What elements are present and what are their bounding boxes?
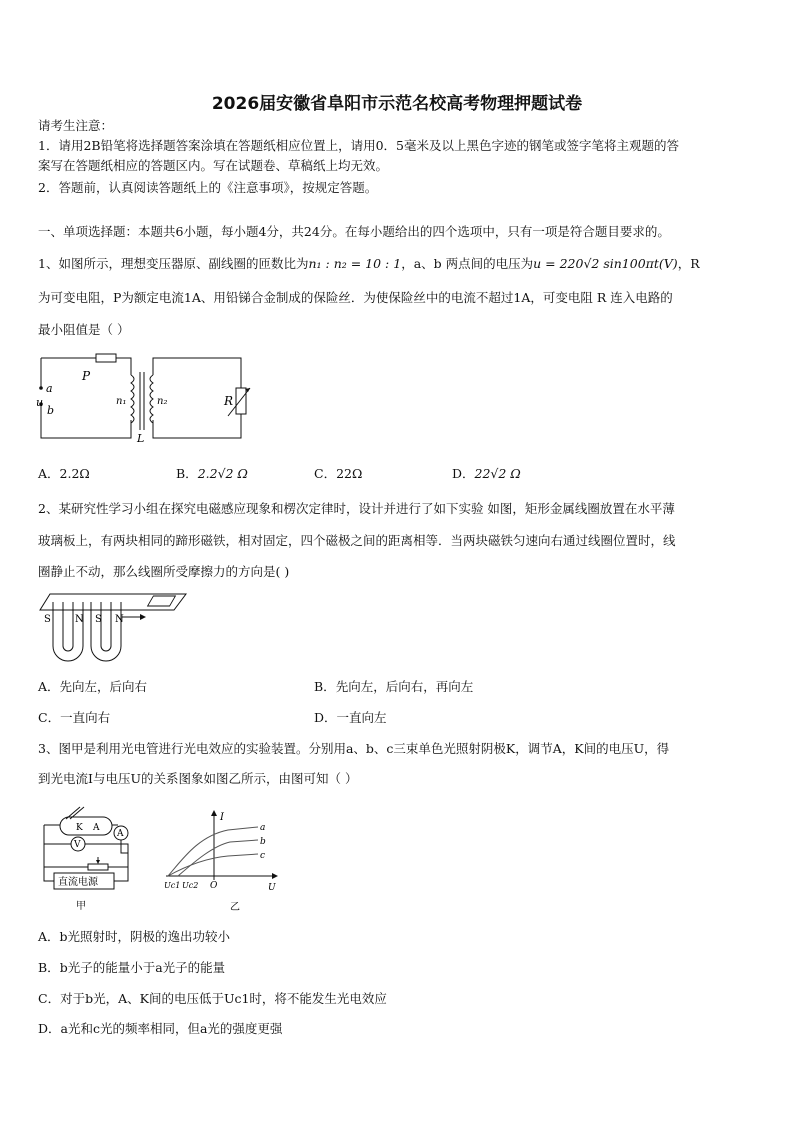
pole-label-s1: S: [44, 614, 51, 625]
option-letter: B．: [38, 960, 60, 975]
q3-option-d[interactable]: [38, 1019, 282, 1037]
graph-label-o: O: [210, 881, 218, 891]
notice-item-1b: 案写在答题纸相应的答题区内。写在试题卷、草稿纸上均无效。: [38, 158, 389, 173]
notice-item-1a: 1．请用2B铅笔将选择题答案涂填在答题纸相应位置上，请用0．5毫米及以上黑色字迹的钢笔或签字笔将主观题的答: [38, 138, 679, 153]
q1-option-d[interactable]: [452, 464, 521, 482]
q3-line-2: 到光电流I与电压U的关系图象如图乙所示，由图可知（ ）: [38, 771, 358, 786]
option-text: 先向左，后向右: [59, 679, 148, 694]
option-text: 2.2Ω: [59, 466, 90, 481]
q3-phototube-circuit: [38, 805, 134, 913]
q1-line-1: [38, 256, 700, 272]
notice-item-2: 2．答题前，认真阅读答题纸上的《注意事项》，按规定答题。: [38, 180, 378, 195]
option-letter: B．: [176, 466, 198, 481]
option-letter: A．: [38, 466, 60, 481]
option-letter: D．: [38, 1021, 61, 1036]
q3-iu-graph: [162, 810, 280, 914]
q2-line-3: 圈静止不动，那么线圈所受摩擦力的方向是( ): [38, 564, 290, 579]
q1-ratio: n₁ : n₂ = 10 : 1: [308, 256, 402, 271]
q1-text-a: 1、如图所示，理想变压器原、副线圈的匝数比为: [38, 256, 309, 271]
fig-label-n1: n₁: [116, 396, 127, 407]
fig-label-l: L: [137, 432, 145, 444]
q1-option-b[interactable]: [176, 464, 248, 482]
section-heading: 一、单项选择题：本题共6小题，每小题4分，共24分。在每小题给出的四个选项中，只有一项是符合题目要求的。: [38, 224, 670, 239]
fig-label-a: a: [46, 382, 53, 395]
graph-label-uc2: Uc2: [182, 881, 199, 890]
pole-label-s2: S: [95, 614, 102, 625]
fig-label-k: K: [76, 823, 83, 833]
q1-text-b: ，a、b 两点间的电压为: [401, 256, 534, 271]
q2-option-b[interactable]: [314, 677, 473, 695]
option-text: b光子的能量小于a光子的能量: [59, 960, 226, 975]
q2-option-c[interactable]: [38, 708, 110, 726]
q1-text-c: ，R: [677, 256, 700, 271]
option-letter: B．: [314, 679, 336, 694]
fig-label-b: b: [47, 404, 55, 417]
q1-voltage: u = 220√2 sin100πt(V): [533, 256, 678, 271]
curve-label-c: c: [260, 851, 266, 861]
graph-label-i: I: [220, 812, 224, 823]
q1-line-2: 为可变电阻，P为额定电流1A、用铅锑合金制成的保险丝．为使保险丝中的电流不超过1A，可变电阻 R 连入电路的: [38, 290, 673, 305]
option-letter: C．: [314, 466, 337, 481]
curve-label-b: b: [260, 837, 266, 847]
ammeter-label: A: [117, 829, 124, 839]
q3-option-a[interactable]: [38, 927, 230, 945]
option-text: 对于b光，A、K间的电压低于Uc1时，将不能发生光电效应: [60, 991, 387, 1006]
fig-label-r: R: [224, 394, 234, 408]
q2-option-d[interactable]: [314, 708, 387, 726]
option-letter: D．: [314, 710, 337, 725]
q2-line-1: 2、某研究性学习小组在探究电磁感应现象和楞次定律时，设计并进行了如下实验 如图，矩形金属线圈放置在水平薄: [38, 501, 675, 516]
curve-label-a: a: [260, 823, 266, 833]
q2-option-a[interactable]: [38, 677, 147, 695]
fig-label-u: u: [36, 396, 44, 409]
graph-label-uc1: Uc1: [164, 881, 181, 890]
power-supply-label: 直流电源: [58, 877, 98, 888]
fig-label-n2: n₂: [157, 396, 168, 407]
pole-label-n1: N: [75, 614, 84, 625]
q1-option-a[interactable]: [38, 464, 90, 482]
option-text: 22Ω: [336, 466, 363, 481]
graph-label-u: U: [268, 883, 276, 893]
q1-line-3: 最小阻值是（ ）: [38, 322, 130, 337]
fig-label-a-electrode: A: [93, 823, 100, 833]
q1-option-c[interactable]: [314, 464, 362, 482]
option-letter: A．: [38, 679, 60, 694]
q2-line-2: 玻璃板上，有两块相同的蹄形磁铁，相对固定，四个磁极之间的距离相等．当两块磁铁匀速向右通过线圈位置时，线: [38, 533, 676, 548]
option-text: 2.2√2 Ω: [197, 466, 248, 481]
q3-line-1: 3、图甲是利用光电管进行光电效应的实验装置。分别用a、b、c三束单色光照射阴极K，调节A，K间的电压U，得: [38, 741, 670, 756]
q3-option-c[interactable]: [38, 989, 387, 1007]
option-text: 22√2 Ω: [474, 466, 521, 481]
option-letter: A．: [38, 929, 60, 944]
option-text: 一直向右: [60, 710, 111, 725]
notice-heading: 请考生注意：: [38, 118, 114, 133]
q3-option-b[interactable]: [38, 958, 225, 976]
option-letter: D．: [452, 466, 475, 481]
page-title: 2026届安徽省阜阳市示范名校高考物理押题试卷: [211, 94, 583, 114]
pole-label-n2: N: [115, 614, 124, 625]
voltmeter-label: V: [74, 840, 81, 850]
option-text: a光和c光的频率相同，但a光的强度更强: [60, 1021, 283, 1036]
option-letter: C．: [38, 991, 61, 1006]
fig-label-p: P: [82, 369, 91, 383]
option-text: 先向左，后向右，再向左: [335, 679, 474, 694]
q1-transformer-diagram: [36, 350, 252, 444]
option-text: b光照射时，阴极的逸出功较小: [59, 929, 231, 944]
option-letter: C．: [38, 710, 61, 725]
caption-jia: 甲: [76, 901, 86, 912]
option-text: 一直向左: [336, 710, 387, 725]
q2-magnet-diagram: [36, 588, 192, 666]
caption-yi: 乙: [230, 902, 240, 913]
